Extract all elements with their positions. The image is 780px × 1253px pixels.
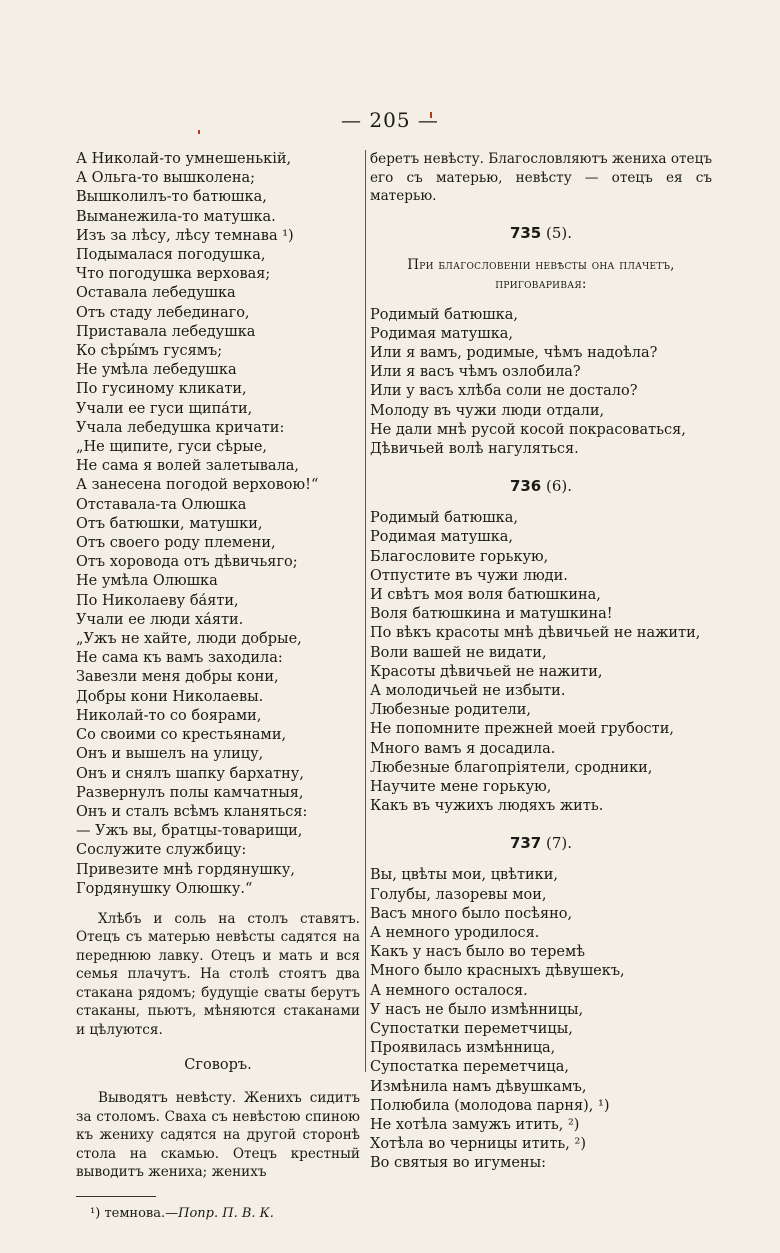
poem-line: Родимый батюшка, bbox=[370, 306, 518, 323]
poem-line: По гусиному кликати, bbox=[76, 381, 247, 398]
poem-line: Красоты дѣвичьей не нажити, bbox=[370, 663, 603, 680]
poem-line: Приставала лебедушка bbox=[76, 323, 256, 340]
poem-line: Родимая матушка, bbox=[370, 529, 514, 546]
song-heading bbox=[370, 477, 712, 495]
poem-line: Не умѣла Олюшка bbox=[76, 573, 218, 590]
poem-line: Много вамъ я досадила. bbox=[370, 740, 556, 757]
poem-line: Воли вашей не видати, bbox=[370, 644, 547, 661]
song-number: 736 bbox=[509, 477, 542, 496]
poem-line: Родимая матушка, bbox=[370, 325, 514, 342]
page-number: — 205 — bbox=[341, 108, 439, 132]
song-heading bbox=[370, 224, 712, 242]
poem-line: Измѣнила намъ дѣвушкамъ, bbox=[370, 1078, 587, 1095]
poem-line: Отставала-та Олюшка bbox=[76, 496, 247, 513]
poem-line: „Ужъ не хайте, люди добрые, bbox=[76, 631, 302, 648]
poem-line: Гордянушку Олюшку.“ bbox=[76, 880, 253, 897]
poem-line: Учали ее люди ха́яти. bbox=[76, 611, 244, 628]
poem-line: Или у васъ хлѣба соли не достало? bbox=[370, 383, 638, 400]
poem-line: Отъ стаду лебединаго, bbox=[76, 304, 250, 321]
poem-line: Или я васъ чѣмъ озлобила? bbox=[370, 364, 581, 381]
poem-line: Завезли меня добры кони, bbox=[76, 669, 279, 686]
poem-line: Отъ хоровода отъ дѣвичьяго; bbox=[76, 554, 298, 571]
left-prose-2 bbox=[76, 1089, 360, 1182]
poem-line: Дѣвичьей волѣ нагуляться. bbox=[370, 440, 579, 457]
poem-line: А Ольга-то вышколена; bbox=[76, 170, 256, 187]
poem-line: Учали ее гуси щипа́ти, bbox=[76, 400, 253, 417]
poem-line: Онъ и снялъ шапку бархатну, bbox=[76, 765, 304, 782]
song-subnumber: (7). bbox=[541, 834, 573, 853]
poem-line: Не сама я волей залетывала, bbox=[76, 458, 300, 475]
poem-line: Что погодушка верховая; bbox=[76, 266, 271, 283]
song-number: 737 bbox=[509, 834, 542, 853]
poem-line: Не умѣла лебедушка bbox=[76, 362, 237, 379]
poem-line: Вы, цвѣты мои, цвѣтики, bbox=[370, 867, 558, 884]
poem-line: А молодичьей не избыти. bbox=[370, 682, 566, 699]
poem-line: Какъ у насъ было во теремѣ bbox=[370, 944, 585, 961]
poem-line: Воля батюшкина и матушкина! bbox=[370, 606, 613, 623]
right-column bbox=[370, 150, 712, 1174]
column-divider bbox=[365, 150, 366, 1072]
poem-line: Научите мене горькую, bbox=[370, 778, 552, 795]
footnote-source: Попр. П. В. К. bbox=[178, 1205, 274, 1221]
poem-line: Васъ много было посѣяно, bbox=[370, 905, 573, 922]
poem-line: Не попомните прежней моей грубости, bbox=[370, 721, 674, 738]
poem-line: А немного уродилося. bbox=[370, 924, 540, 941]
poem-line: Не хотѣла замужъ итить, ²) bbox=[370, 1117, 580, 1134]
poem-line: По вѣкъ красоты мнѣ дѣвичьей не нажити, bbox=[370, 625, 701, 642]
poem-line: Подымалася погодушка, bbox=[76, 247, 266, 264]
prose-paragraph: Хлѣбъ и соль на столъ ставятъ. Отецъ съ матерью невѣсты садятся на переднюю лавку. Отецъ и мать и вся семья плачутъ. На столѣ стоятъ два стакана рядомъ; будущіе сваты берутъ стаканы, пьютъ, мѣняются стаканами и цѣлуются. bbox=[76, 910, 360, 1038]
footnote-rule bbox=[76, 1196, 156, 1197]
footnote-text: темнова.— bbox=[104, 1205, 179, 1221]
footnote-mark: ¹) bbox=[90, 1205, 101, 1221]
poem-line: Вышколилъ-то батюшка, bbox=[76, 189, 267, 206]
poem-line: Онъ и вышелъ на улицу, bbox=[76, 746, 264, 763]
poem-line: А немного осталося. bbox=[370, 982, 528, 999]
poem-line: Оставала лебедушка bbox=[76, 285, 236, 302]
poem-line: Изъ за лѣсу, лѣсу темнава ¹) bbox=[76, 227, 294, 244]
footnote bbox=[76, 1205, 360, 1222]
left-poem bbox=[76, 150, 360, 899]
poem-line: Со своими со крестьянами, bbox=[76, 727, 287, 744]
song-heading bbox=[370, 834, 712, 852]
left-column bbox=[76, 150, 360, 1222]
poem-line: Полюбила (молодова парня), ¹) bbox=[370, 1097, 610, 1114]
poem-line: Хотѣла во черницы итить, ²) bbox=[370, 1136, 586, 1153]
poem-line: Супостатка переметчица, bbox=[370, 1059, 569, 1076]
poem-line: Николай-то со боярами, bbox=[76, 707, 262, 724]
right-prose-intro bbox=[370, 150, 712, 206]
poem-line: Не сама къ вамъ заходила: bbox=[76, 650, 283, 667]
poem-line: Привезите мнѣ гордянушку, bbox=[76, 861, 295, 878]
poem-line: Благословите горькую, bbox=[370, 548, 549, 565]
prose-paragraph: беретъ невѣсту. Благословляютъ жениха отецъ его съ матерью, невѣсту — отецъ ея съ матерью. bbox=[370, 151, 712, 204]
poem-line: Не дали мнѣ русой косой покрасоваться, bbox=[370, 421, 686, 438]
poem-line: — Ужъ вы, братцы-товарищи, bbox=[76, 823, 303, 840]
poem-line: Учала лебедушка кричати: bbox=[76, 419, 285, 436]
song-subnumber: (6). bbox=[541, 477, 573, 496]
poem-line: Добры кони Николаевы. bbox=[76, 688, 264, 705]
poem-line: По Николаеву ба́яти, bbox=[76, 592, 239, 609]
poem-line: Или я вамъ, родимые, чѣмъ надоѣла? bbox=[370, 344, 658, 361]
poem-line: Много было красныхъ дѣвушекъ, bbox=[370, 963, 625, 980]
poem-line: Проявилась измѣнница, bbox=[370, 1040, 556, 1057]
songs bbox=[370, 224, 712, 1174]
poem-line: Отпустите въ чужи люди. bbox=[370, 567, 568, 584]
poem-line: Ко сѣры́мъ гусямъ; bbox=[76, 343, 223, 360]
poem-line: Любезные родители, bbox=[370, 702, 532, 719]
song-caption: При благословеніи невѣсты она плачетъ, приговаривая: bbox=[407, 256, 675, 292]
poem-line: Любезные благопріятели, сродники, bbox=[370, 759, 653, 776]
poem-line: Голубы, лазоревы мои, bbox=[370, 886, 547, 903]
poem-line: Онъ и сталъ всѣмъ кланяться: bbox=[76, 803, 308, 820]
poem-line: Супостатки переметчицы, bbox=[370, 1021, 573, 1037]
poem-line: „Не щипите, гуси сѣрые, bbox=[76, 439, 268, 456]
poem-line: Выманежила-то матушка. bbox=[76, 208, 276, 225]
poem-line: И свѣтъ моя воля батюшкина, bbox=[370, 586, 601, 603]
poem-line: Какъ въ чужихъ людяхъ жить. bbox=[370, 798, 604, 815]
poem-line: Отъ батюшки, матушки, bbox=[76, 515, 263, 532]
poem-line: Отъ своего роду племени, bbox=[76, 535, 276, 552]
poem-line: Во святыя во игумены: bbox=[370, 1155, 546, 1172]
section-subheading: Сговоръ. bbox=[184, 1057, 252, 1074]
poem-line: А занесена погодой верховою!“ bbox=[76, 477, 319, 494]
song-number: 735 bbox=[509, 223, 542, 242]
poem-line: Развернулъ полы камчатныя, bbox=[76, 784, 304, 801]
left-prose-1 bbox=[76, 910, 360, 1040]
prose-paragraph: Выводятъ невѣсту. Женихъ сидитъ за столомъ. Сваха съ невѣстою спиною къ жениху садятся на другой сторонѣ стола на скамью. Отецъ крестный выводитъ жениха; женихъ bbox=[76, 1090, 360, 1181]
song-subnumber: (5). bbox=[541, 223, 573, 242]
poem-line: Молоду въ чужи люди отдали, bbox=[370, 402, 605, 419]
poem-line: У насъ не было измѣнницы, bbox=[370, 1001, 584, 1018]
poem-line: Родимый батюшка, bbox=[370, 510, 518, 527]
poem-line: Сослужите службицу: bbox=[76, 842, 247, 859]
poem-line: А Николай-то умнешенькій, bbox=[76, 151, 292, 167]
